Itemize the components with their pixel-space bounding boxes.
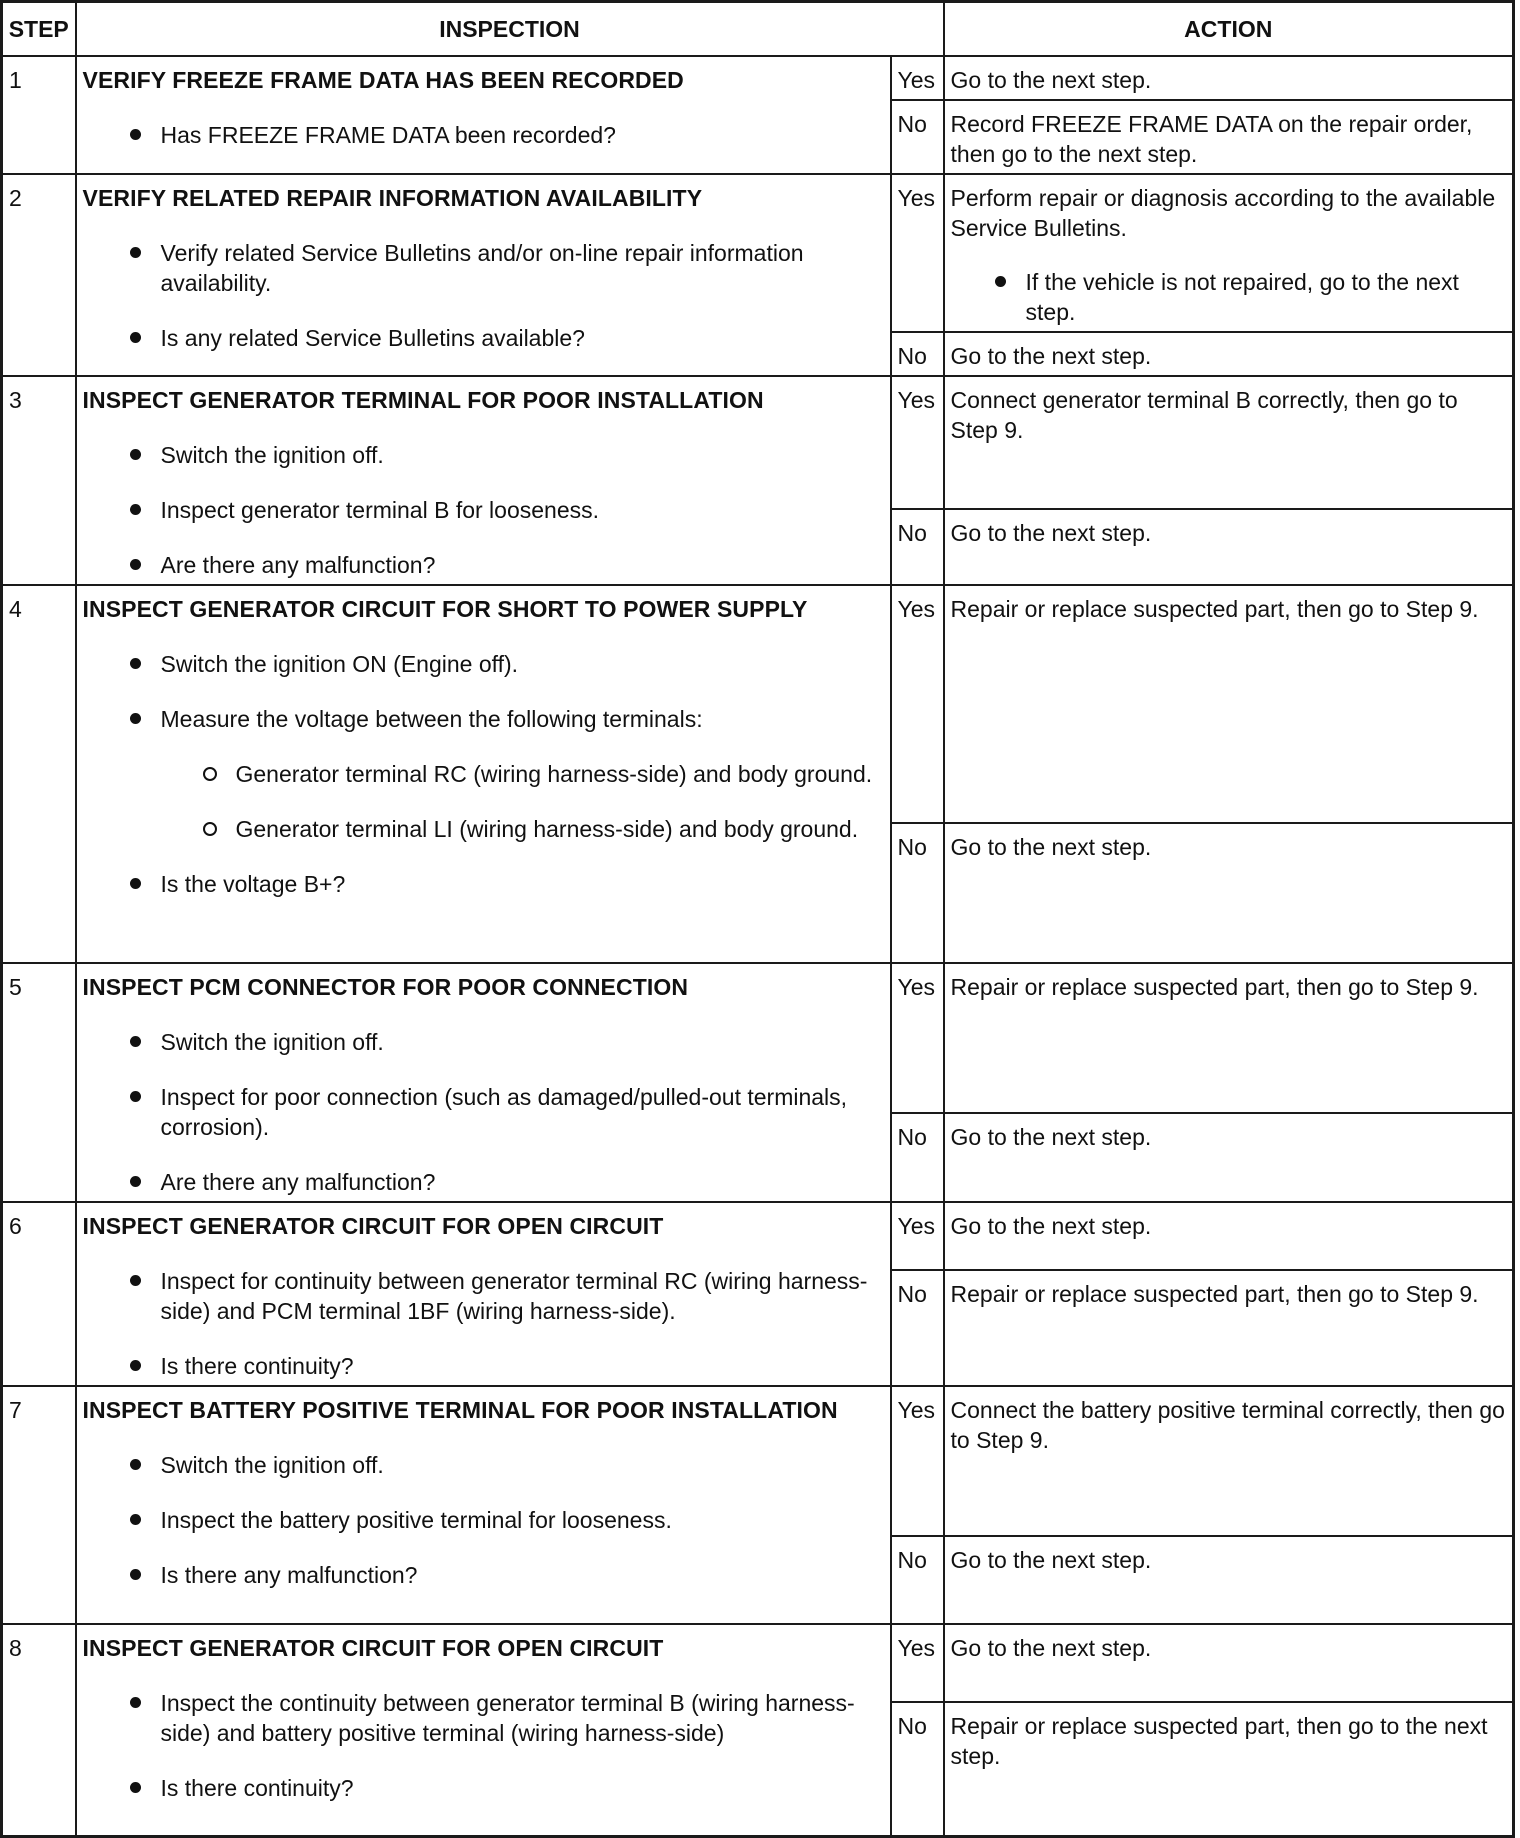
inspection-bullet: Switch the ignition off. xyxy=(83,1450,884,1480)
step-number: 8 xyxy=(2,1624,76,1836)
inspection-sub-bullet: Generator terminal RC (wiring harness-side) and body ground. xyxy=(83,759,884,789)
yes-label: Yes xyxy=(891,376,944,509)
yes-label: Yes xyxy=(891,1386,944,1536)
step-1-yes-row xyxy=(2,56,1514,100)
yes-action: Connect the battery positive terminal correctly, then go to Step 9. xyxy=(944,1386,1514,1536)
inspection-sub-bullet: Generator terminal LI (wiring harness-side) and body ground. xyxy=(83,814,884,844)
yes-action: Go to the next step. xyxy=(944,1624,1514,1702)
yes-label: Yes xyxy=(891,174,944,332)
step-title: INSPECT GENERATOR TERMINAL FOR POOR INSTALLATION xyxy=(82,387,764,413)
inspection-bullet: Switch the ignition ON (Engine off). xyxy=(83,649,884,679)
action-column-header: ACTION xyxy=(944,2,1514,57)
yes-label: Yes xyxy=(891,56,944,100)
step-5-yes-row xyxy=(2,963,1514,1113)
step-6-inspection xyxy=(76,1202,891,1386)
action-bullet: If the vehicle is not repaired, go to the next step. xyxy=(951,267,1507,327)
step-number: 5 xyxy=(2,963,76,1202)
yes-label: Yes xyxy=(891,1624,944,1702)
step-4-yes-row xyxy=(2,585,1514,823)
inspection-bullet: Inspect the continuity between generator terminal B (wiring harness-side) and battery positive terminal (wiring harness-side) xyxy=(83,1688,884,1748)
no-action: Go to the next step. xyxy=(944,332,1514,376)
inspection-bullet: Is the voltage B+? xyxy=(83,869,884,899)
inspection-bullet: Inspect for continuity between generator terminal RC (wiring harness-side) and PCM terminal 1BF (wiring harness-side). xyxy=(83,1266,884,1326)
step-4-inspection xyxy=(76,585,891,963)
yes-action: Repair or replace suspected part, then go to Step 9. xyxy=(944,963,1514,1113)
inspection-bullet: Is there any malfunction? xyxy=(83,1560,884,1590)
yes-action-cell xyxy=(944,174,1514,332)
yes-action: Repair or replace suspected part, then go to Step 9. xyxy=(944,585,1514,823)
no-label: No xyxy=(891,332,944,376)
step-5-inspection xyxy=(76,963,891,1202)
step-3-yes-row xyxy=(2,376,1514,509)
step-8-inspection xyxy=(76,1624,891,1836)
inspection-bullet: Measure the voltage between the following terminals: xyxy=(83,704,884,734)
step-title: INSPECT GENERATOR CIRCUIT FOR OPEN CIRCUIT xyxy=(82,1635,664,1661)
no-action: Go to the next step. xyxy=(944,509,1514,585)
yes-action: Go to the next step. xyxy=(944,56,1514,100)
step-2-yes-row xyxy=(2,174,1514,332)
no-label: No xyxy=(891,1270,944,1386)
step-7-yes-row xyxy=(2,1386,1514,1536)
step-1-inspection xyxy=(76,56,891,174)
yes-label: Yes xyxy=(891,585,944,823)
step-column-header: STEP xyxy=(2,2,76,57)
no-label: No xyxy=(891,1536,944,1624)
step-title: INSPECT GENERATOR CIRCUIT FOR SHORT TO POWER SUPPLY xyxy=(82,596,808,622)
inspection-column-header: INSPECTION xyxy=(76,2,944,57)
step-number: 7 xyxy=(2,1386,76,1624)
yes-action: Connect generator terminal B correctly, then go to Step 9. xyxy=(944,376,1514,509)
inspection-bullet: Inspect generator terminal B for looseness. xyxy=(83,495,884,525)
inspection-bullet: Switch the ignition off. xyxy=(83,440,884,470)
no-action: Repair or replace suspected part, then go to the next step. xyxy=(944,1702,1514,1836)
no-label: No xyxy=(891,1702,944,1836)
no-action: Go to the next step. xyxy=(944,823,1514,963)
inspection-bullet: Has FREEZE FRAME DATA been recorded? xyxy=(83,120,884,150)
inspection-bullet: Is there continuity? xyxy=(83,1351,884,1381)
step-number: 1 xyxy=(2,56,76,174)
no-action: Record FREEZE FRAME DATA on the repair order, then go to the next step. xyxy=(944,100,1514,174)
step-title: VERIFY FREEZE FRAME DATA HAS BEEN RECORDED xyxy=(82,67,684,93)
step-3-inspection xyxy=(76,376,891,585)
no-label: No xyxy=(891,823,944,963)
yes-label: Yes xyxy=(891,963,944,1113)
no-label: No xyxy=(891,509,944,585)
yes-action: Perform repair or diagnosis according to the available Service Bulletins. xyxy=(950,185,1496,241)
step-title: VERIFY RELATED REPAIR INFORMATION AVAILABILITY xyxy=(82,185,703,211)
inspection-bullet: Switch the ignition off. xyxy=(83,1027,884,1057)
step-number: 6 xyxy=(2,1202,76,1386)
inspection-bullet: Inspect the battery positive terminal for looseness. xyxy=(83,1505,884,1535)
step-2-inspection xyxy=(76,174,891,376)
inspection-bullet: Verify related Service Bulletins and/or on-line repair information availability. xyxy=(83,238,884,298)
header-row xyxy=(2,2,1514,57)
inspection-bullet: Is any related Service Bulletins available? xyxy=(83,323,884,353)
step-title: INSPECT GENERATOR CIRCUIT FOR OPEN CIRCUIT xyxy=(82,1213,664,1239)
inspection-bullet: Inspect for poor connection (such as damaged/pulled-out terminals, corrosion). xyxy=(83,1082,884,1142)
no-action: Repair or replace suspected part, then go to Step 9. xyxy=(944,1270,1514,1386)
step-8-yes-row xyxy=(2,1624,1514,1702)
yes-action: Go to the next step. xyxy=(944,1202,1514,1270)
step-number: 2 xyxy=(2,174,76,376)
step-number: 3 xyxy=(2,376,76,585)
step-7-inspection xyxy=(76,1386,891,1624)
yes-label: Yes xyxy=(891,1202,944,1270)
no-action: Go to the next step. xyxy=(944,1536,1514,1624)
inspection-bullet: Are there any malfunction? xyxy=(83,550,884,580)
step-title: INSPECT BATTERY POSITIVE TERMINAL FOR POOR INSTALLATION xyxy=(82,1397,838,1423)
inspection-bullet: Is there continuity? xyxy=(83,1773,884,1803)
step-number: 4 xyxy=(2,585,76,963)
no-label: No xyxy=(891,1113,944,1202)
no-action: Go to the next step. xyxy=(944,1113,1514,1202)
inspection-bullet: Are there any malfunction? xyxy=(83,1167,884,1197)
step-title: INSPECT PCM CONNECTOR FOR POOR CONNECTION xyxy=(82,974,689,1000)
no-label: No xyxy=(891,100,944,174)
step-6-yes-row xyxy=(2,1202,1514,1270)
